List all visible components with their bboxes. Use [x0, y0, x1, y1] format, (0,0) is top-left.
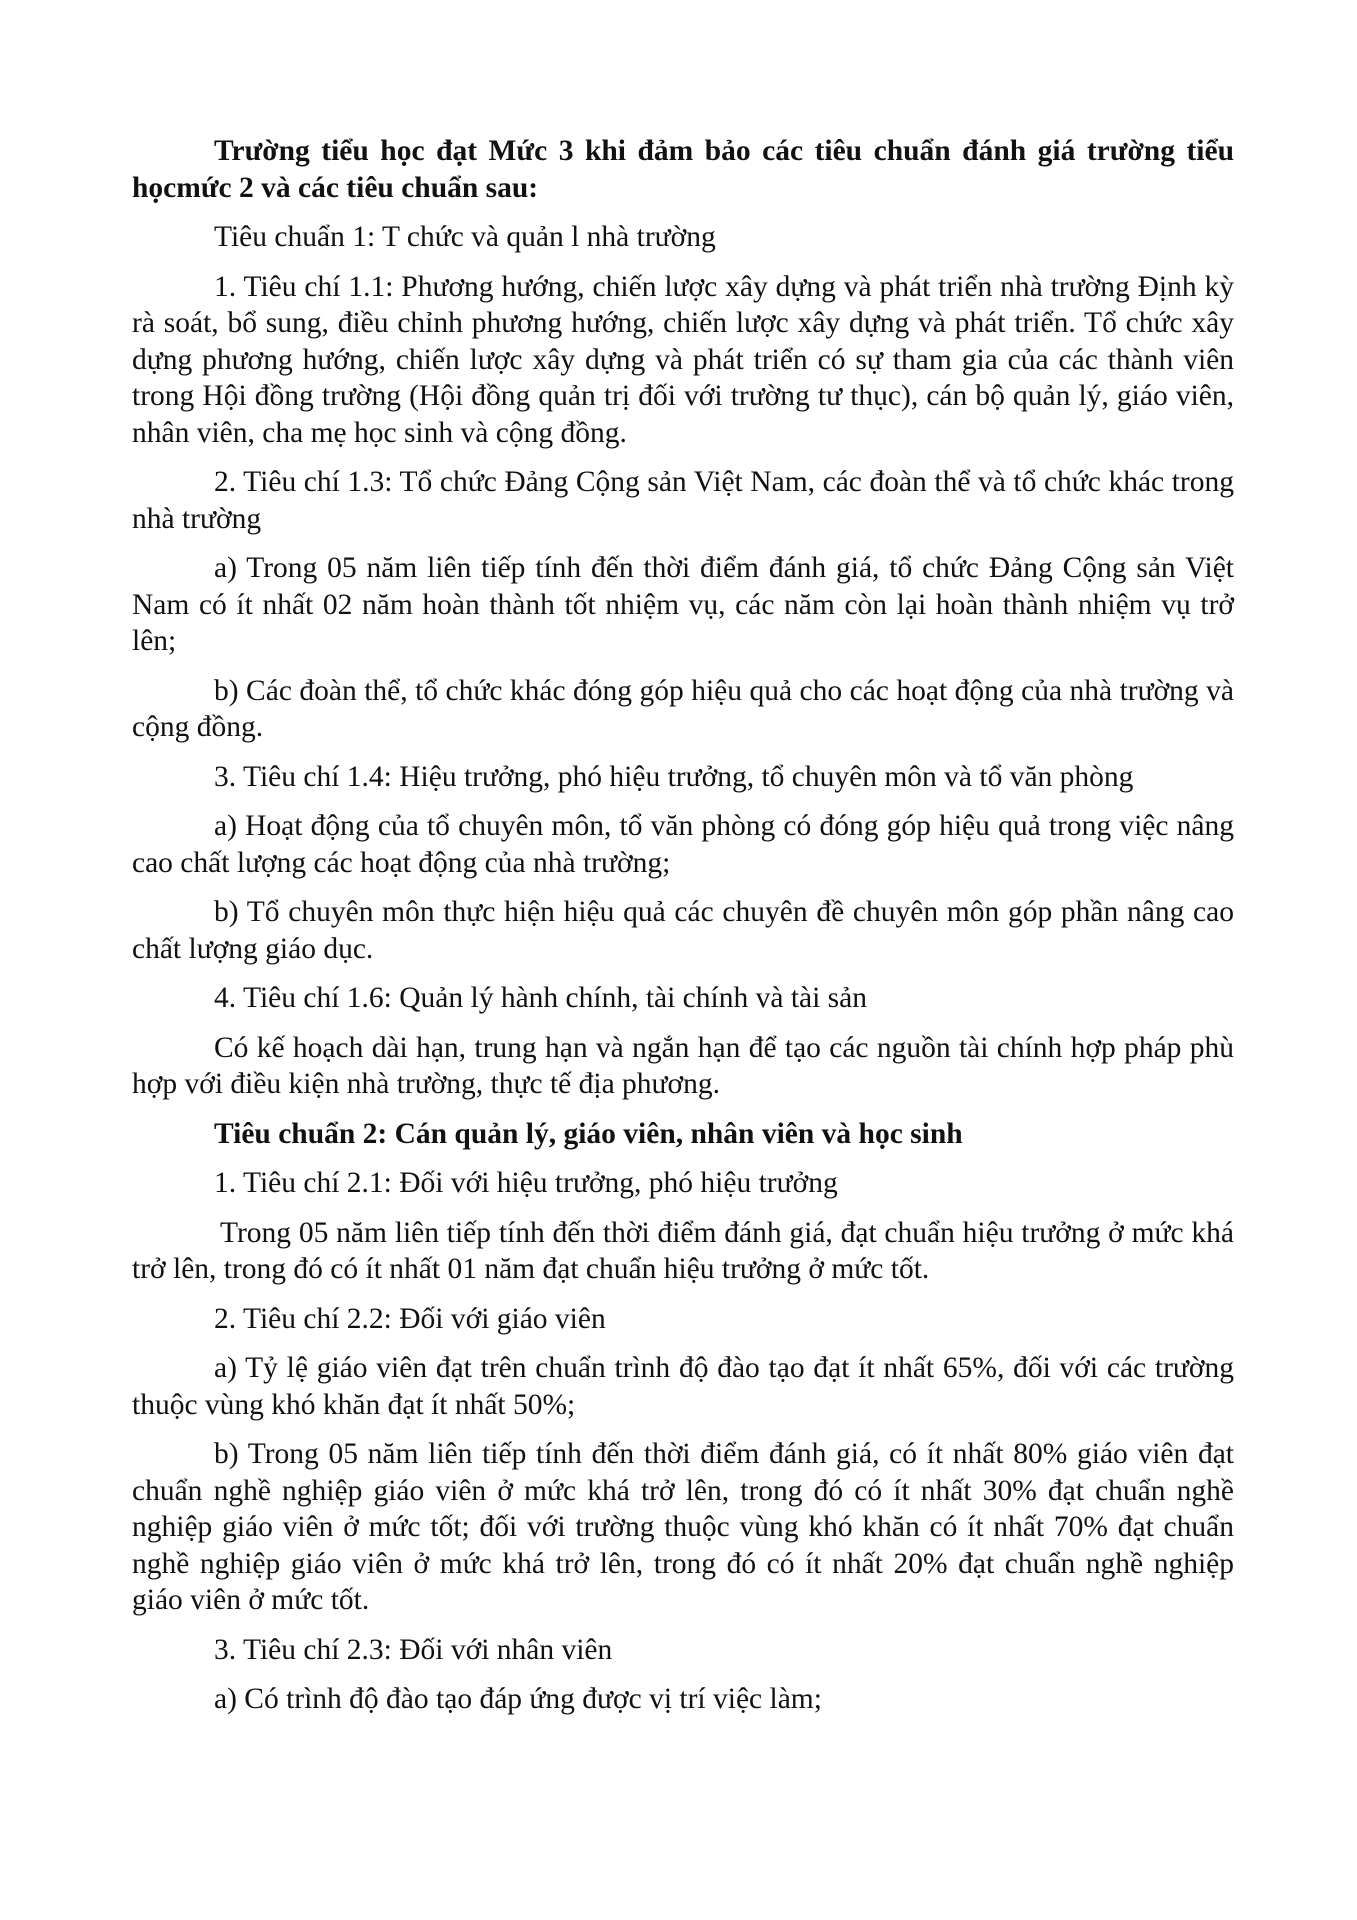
criterion-1-1: 1. Tiêu chí 1.1: Phương hướng, chiến lược xây dựng và phát triển nhà trường Định kỳ rà soát, bổ sung, điều chỉnh phương hướng, chiến lược xây dựng và phát triển. Tổ chức xây dựng phương hướng, chiến lược xây dựng và phát triển có sự tham gia của các thành viên trong Hội đồng trường (Hội đồng quản trị đối với trường tư thục), cán bộ quản lý, giáo viên, nhân viên, cha mẹ học sinh và cộng đồng.	[132, 270, 1234, 449]
criterion-1-4-a: a) Hoạt động của tổ chuyên môn, tổ văn phòng có đóng góp hiệu quả trong việc nâng cao chất lượng các hoạt động của nhà trường;	[132, 810, 1234, 879]
criterion-1-3-b: b) Các đoàn thể, tổ chức khác đóng góp hiệu quả cho các hoạt động của nhà trường và cộng đồng.	[132, 674, 1234, 743]
criterion-1-4-b: b) Tổ chuyên môn thực hiện hiệu quả các chuyên đề chuyên môn góp phần nâng cao chất lượng giáo dục.	[132, 896, 1234, 965]
criterion-1-6: 4. Tiêu chí 1.6: Quản lý hành chính, tài chính và tài sản	[214, 982, 868, 1014]
criterion-2-2-a: a) Tỷ lệ giáo viên đạt trên chuẩn trình độ đào tạo đạt ít nhất 65%, đối với các trường thuộc vùng khó khăn đạt ít nhất 50%;	[132, 1352, 1234, 1421]
criterion-2-2: 2. Tiêu chí 2.2: Đối với giáo viên	[214, 1302, 606, 1335]
standard-2-heading: Tiêu chuẩn 2: Cán quản lý, giáo viên, nhân viên và học sinh	[214, 1117, 963, 1150]
criterion-1-3-a: a) Trong 05 năm liên tiếp tính đến thời điểm đánh giá, tổ chức Đảng Cộng sản Việt Nam có ít nhất 02 năm hoàn thành tốt nhiệm vụ, các năm còn lại hoàn thành nhiệm vụ trở lên;	[132, 552, 1234, 657]
criterion-1-4: 3. Tiêu chí 1.4: Hiệu trưởng, phó hiệu trưởng, tổ chuyên môn và tổ văn phòng	[214, 760, 1134, 793]
intro-heading: Trường tiểu học đạt Mức 3 khi đảm bảo các tiêu chuẩn đánh giá trường tiểu họcmức 2 và các tiêu chuẩn sau:	[132, 135, 1234, 204]
standard-1-heading: Tiêu chuẩn 1: T chức và quản l nhà trường	[214, 221, 716, 253]
criterion-2-2-b: b) Trong 05 năm liên tiếp tính đến thời điểm đánh giá, có ít nhất 80% giáo viên đạt chuẩn nghề nghiệp giáo viên ở mức khá trở lên, trong đó có ít nhất 30% đạt chuẩn nghề nghiệp giáo viên ở mức tốt; đối với trường thuộc vùng khó khăn có ít nhất 70% đạt chuẩn nghề nghiệp giáo viên ở mức khá trở lên, trong đó có ít nhất 20% đạt chuẩn nghề nghiệp giáo viên ở mức tốt.	[132, 1438, 1234, 1616]
criterion-2-3-a: a) Có trình độ đào tạo đáp ứng được vị trí việc làm;	[214, 1683, 822, 1715]
criterion-1-3: 2. Tiêu chí 1.3: Tổ chức Đảng Cộng sản Việt Nam, các đoàn thể và tổ chức khác trong nhà trường	[132, 466, 1234, 535]
criterion-2-1: 1. Tiêu chí 2.1: Đối với hiệu trưởng, phó hiệu trưởng	[214, 1167, 838, 1199]
criterion-2-3: 3. Tiêu chí 2.3: Đối với nhân viên	[214, 1633, 613, 1666]
criterion-2-1-body: Trong 05 năm liên tiếp tính đến thời điểm đánh giá, đạt chuẩn hiệu trưởng ở mức khá trở lên, trong đó có ít nhất 01 năm đạt chuẩn hiệu trưởng ở mức tốt.	[132, 1216, 1234, 1285]
criterion-1-6-body: Có kế hoạch dài hạn, trung hạn và ngắn hạn để tạo các nguồn tài chính hợp pháp phù hợp với điều kiện nhà trường, thực tế địa phương.	[132, 1031, 1234, 1100]
document-page	[132, 133, 1234, 1731]
